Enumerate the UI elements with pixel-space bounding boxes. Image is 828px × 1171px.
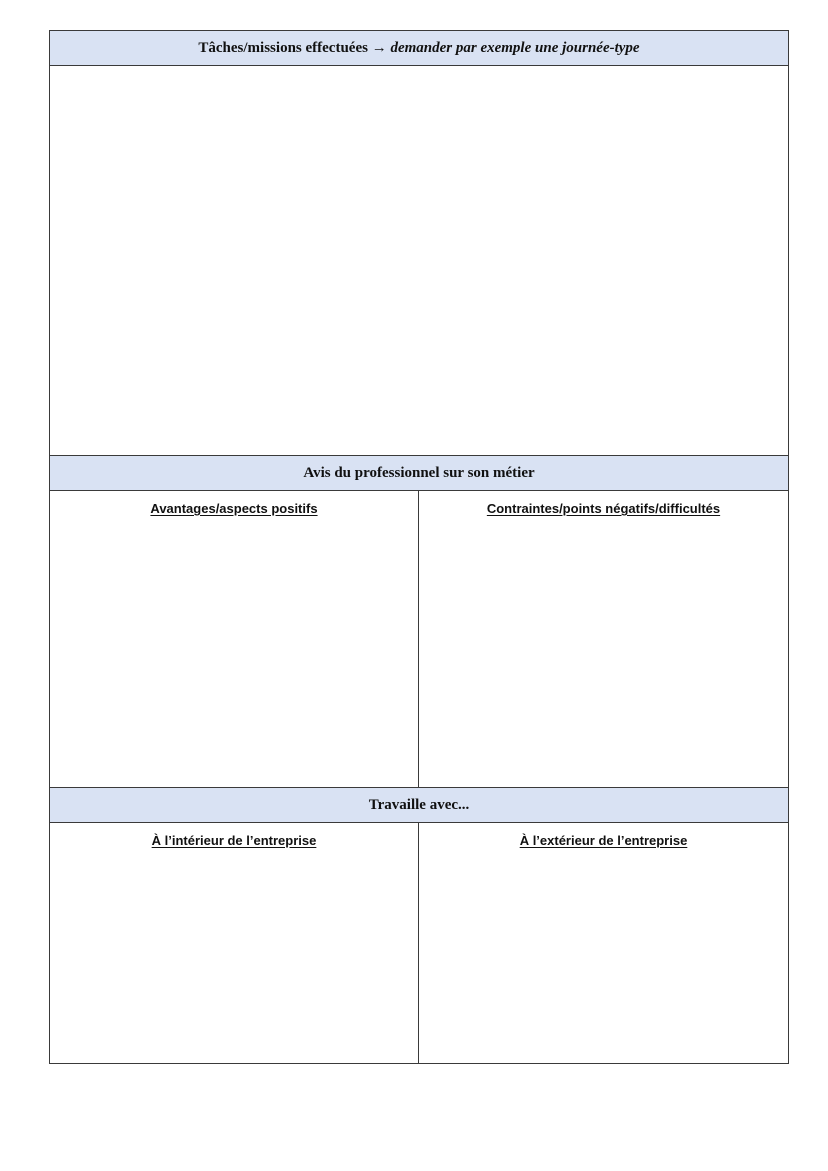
avantages-answer-area[interactable] bbox=[50, 491, 419, 787]
taches-answer-area[interactable] bbox=[50, 66, 788, 456]
taches-section-header bbox=[50, 31, 788, 66]
contraintes-answer-area[interactable] bbox=[419, 491, 788, 787]
travaille-section-title: Travaille avec... bbox=[368, 796, 470, 813]
avantages-label: Avantages/aspects positifs bbox=[150, 501, 318, 516]
taches-title-hint: demander par exemple une journée-type bbox=[390, 39, 640, 56]
interieur-answer-area[interactable] bbox=[50, 823, 419, 1063]
exterieur-answer-area[interactable] bbox=[419, 823, 788, 1063]
avis-section-header bbox=[50, 456, 788, 491]
taches-section-title bbox=[198, 40, 639, 57]
avis-columns bbox=[50, 491, 788, 788]
taches-title-text: Tâches/missions effectuées → bbox=[198, 39, 391, 56]
interview-form-table bbox=[49, 30, 789, 1064]
interieur-label: À l’intérieur de l’entreprise bbox=[151, 833, 317, 848]
exterieur-label: À l’extérieur de l’entreprise bbox=[519, 833, 688, 848]
avis-section-title: Avis du professionnel sur son métier bbox=[303, 464, 535, 481]
travaille-columns bbox=[50, 823, 788, 1063]
travaille-section-header bbox=[50, 788, 788, 823]
contraintes-label: Contraintes/points négatifs/difficultés bbox=[486, 501, 721, 516]
